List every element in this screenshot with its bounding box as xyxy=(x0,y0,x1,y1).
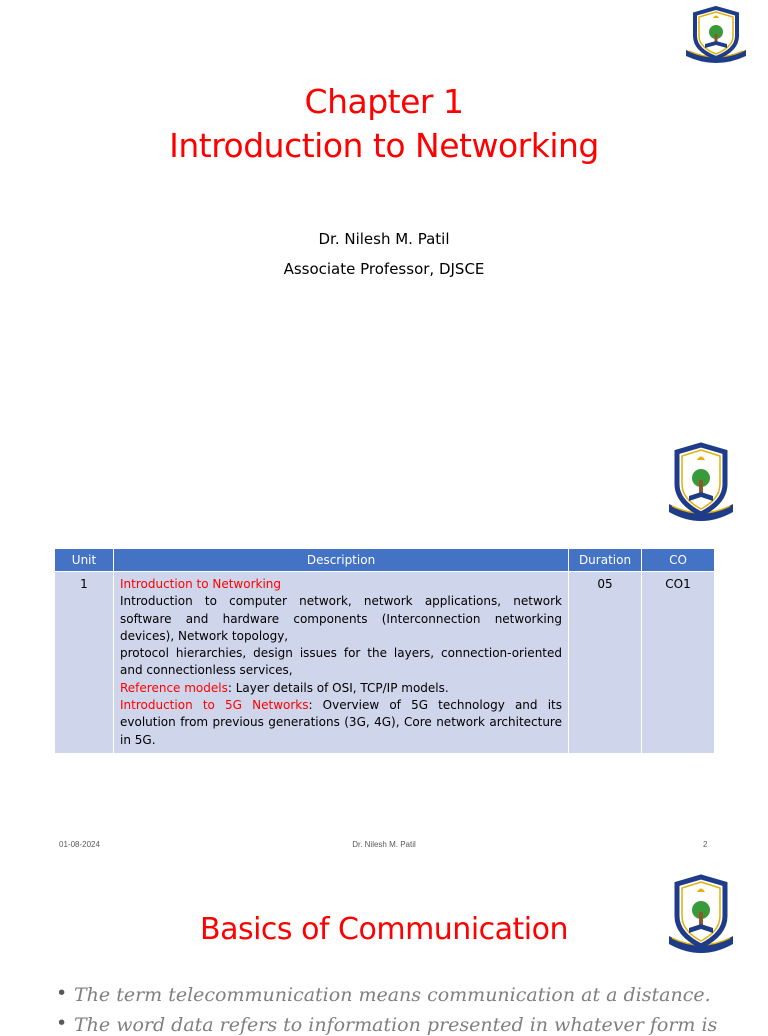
topic-title: Reference models xyxy=(120,680,228,695)
topic-text: : Overview of 5G technology and its evolution from previous generations (3G, 4G), Core network architecture in 5G. xyxy=(120,698,562,747)
footer-date: 01-08-2024 xyxy=(59,840,100,849)
bullet-icon: • xyxy=(56,1012,68,1034)
duration-cell: 05 xyxy=(569,572,642,754)
college-seal-icon xyxy=(667,442,735,530)
slide-3 xyxy=(0,862,768,1036)
bullet-icon: • xyxy=(56,982,68,1004)
description-cell xyxy=(114,572,569,754)
chapter-title: Chapter 1 xyxy=(304,82,464,121)
table-header-row xyxy=(55,549,715,572)
slide-1 xyxy=(0,0,768,430)
column-header-description: Description xyxy=(114,549,569,572)
college-seal-icon xyxy=(683,6,749,68)
syllabus-table xyxy=(54,548,715,754)
topic-title: Introduction to 5G Networks xyxy=(120,698,309,713)
column-header-co: CO xyxy=(642,549,715,572)
bullet-item xyxy=(58,984,711,1006)
unit-cell: 1 xyxy=(55,572,114,754)
bullet-text: The word data refers to information presented in whatever form is xyxy=(74,1014,718,1036)
topic-text: : Layer details of OSI, TCP/IP models. xyxy=(227,680,449,695)
footer-page-number: 2 xyxy=(703,840,708,849)
bullet-item xyxy=(58,1014,717,1036)
slide-2 xyxy=(0,430,768,862)
chapter-subtitle: Introduction to Networking xyxy=(169,126,599,165)
topic-text: protocol hierarchies, design issues for the layers, connection-oriented and connectionless services, xyxy=(120,646,562,678)
co-cell: CO1 xyxy=(642,572,715,754)
topic-title: Introduction to Networking xyxy=(120,577,282,591)
column-header-duration: Duration xyxy=(569,549,642,572)
footer-author: Dr. Nilesh M. Patil xyxy=(352,840,416,849)
author-name: Dr. Nilesh M. Patil xyxy=(318,230,450,248)
topic-text: Introduction to computer network, network applications, network software and hardware components (Interconnection networking devices), Network topology, xyxy=(120,594,562,643)
bullet-text: The term telecommunication means communication at a distance. xyxy=(74,984,711,1006)
slide-title: Basics of Communication xyxy=(200,912,568,947)
author-role: Associate Professor, DJSCE xyxy=(283,260,485,278)
table-row xyxy=(55,572,715,754)
column-header-unit: Unit xyxy=(55,549,114,572)
